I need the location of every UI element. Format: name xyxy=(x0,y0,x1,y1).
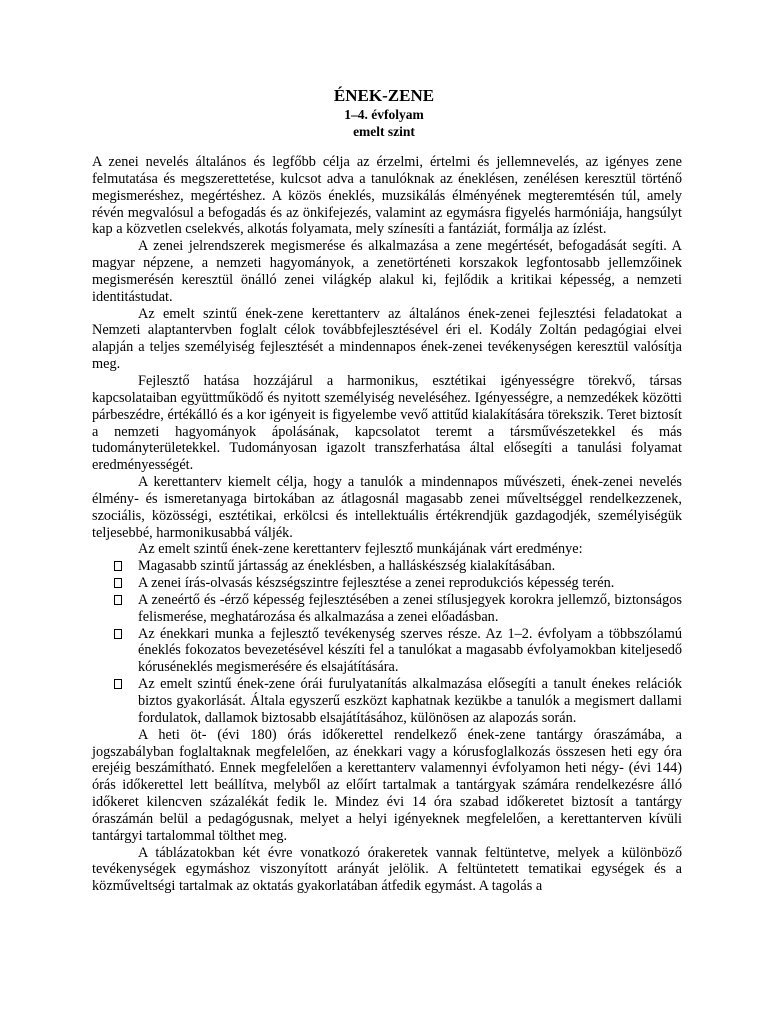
paragraph: A zenei nevelés általános és legfőbb célja az érzelmi, értelmi és jellemnevelés, az igényes zene felmutatása és megszerettetése, kulcsot adva a tanulóknak az éneklésen, zenélésen keresztül történő megismeréshez, megértéshez. A közös éneklés, muzsikálás élményének megteremtésén túl, amely révén megvalósul a befogadás és az önkifejezés, valamint az egymásra figyelés harmóniája, hangsúlyt kap a közvetlen cselekvés, alkotás folyamata, mely színesíti a fantáziát, formálja az ízlést. xyxy=(92,154,682,238)
list-item-text: Az emelt szintű ének-zene órái furulyatanítás alkalmazása elősegíti a tanult énekes relációk biztos gyakorlását. Általa egyszerű eszközt kaphatnak kezükbe a tanulók a megismert dallami fordulatok, dallamok biztosabb elsajátításához, különösen az alapozás során. xyxy=(138,676,682,726)
checkbox-bullet-icon xyxy=(114,679,122,689)
list-item-text: Az énekkari munka a fejlesztő tevékenység szerves része. Az 1–2. évfolyam a többszólamú éneklés fokozatos bevezetésével készíti fel a tanulókat a magasabb évfolyamokban kiteljesedő kóruséneklés megismerésére és elsajátítására. xyxy=(138,625,682,676)
level-subtitle: emelt szint xyxy=(353,124,415,139)
paragraph: Az emelt szintű ének-zene kerettanterv az általános ének-zenei fejlesztési feladatokat a Nemzeti alaptantervben foglalt célok továbbfejlesztésével éri el. Kodály Zoltán pedagógiai elvei alapján a teljes személyiség fejlesztését a mindennapos ének-zenei tevékenységen keresztül valósítja meg. xyxy=(92,305,682,373)
paragraph: A táblázatokban két évre vonatkozó órakeretek vannak feltüntetve, melyek a különböző tevékenységek egymáshoz viszonyított arányát jelölik. A feltüntetett tematikai egységek és a közműveltségi tartalmak az oktatás gyakorlatában átfedik egymást. A tagolás a xyxy=(92,844,682,895)
checkbox-bullet-icon xyxy=(114,561,122,571)
list-item xyxy=(92,592,682,626)
list-item xyxy=(92,626,682,677)
grade-subtitle: 1–4. évfolyam xyxy=(344,107,424,122)
paragraph: A zenei jelrendszerek megismerése és alkalmazása a zene megértését, befogadását segíti. A magyar népzene, a nemzeti hagyományok, a zenetörténeti korszakok legfontosabb jellemzőinek megismerésén keresztül önálló zenei világkép alakul ki, fejlődik a kritikai képesség, a nemzeti identitástudat. xyxy=(92,238,682,305)
list-item xyxy=(92,676,682,727)
title-block xyxy=(0,86,768,140)
paragraph: Az emelt szintű ének-zene kerettanterv fejlesztő munkájának várt eredménye: xyxy=(138,541,583,558)
list-item xyxy=(92,558,682,575)
list-item xyxy=(92,575,682,592)
paragraph: Fejlesztő hatása hozzájárul a harmonikus, esztétikai igényességre törekvő, társas kapcsolataiban együttműködő és nyitott személyiség neveléséhez. Igényességre, a nemzedékek közötti párbeszédre, értékálló és a kor igényeit is figyelembe vevő attitűd kialakítására törekszik. Teret biztosít a nemzeti hagyományok ápolásának, kapcsolatot teremt a társművészetekkel és más tudományterületekkel. Tudományosan igazolt transzferhatása által elősegíti a tanulási folyamat eredményességét. xyxy=(92,372,682,474)
list-item-text: A zenei írás-olvasás készségszintre fejlesztése a zenei reprodukciós képesség terén. xyxy=(138,575,615,592)
checkbox-bullet-icon xyxy=(114,629,122,639)
list-item-text: Magasabb szintű jártasság az éneklésben, a halláskészség kialakításában. xyxy=(138,558,556,575)
paragraph: A heti öt- (évi 180) órás időkerettel rendelkező ének-zene tantárgy óraszámába, a jogszabályban foglaltaknak megfelelően, az énekkari vagy a kórusfoglalkozás összesen heti egy óra erejéig beszámítható. Ennek megfelelően a kerettanterv valamennyi évfolyamon heti négy- (évi 144) órás időkerettel lett beállítva, melyből az előírt tartalmak a tantárgyak számára rendelkezésre álló időkeret kilencven százalékát fedik le. Mindez évi 14 óra szabad időkeretet biztosít a tantárgy óraszámán belül a pedagógusnak, melyet a helyi igényeknek megfelelően, a kerettanterven kívüli tantárgyi tartalommal tölthet meg. xyxy=(92,726,682,844)
paragraph: A kerettanterv kiemelt célja, hogy a tanulók a mindennapos művészeti, ének-zenei nevelés élmény- és ismeretanyaga birtokában az átlagosnál magasabb zenei műveltséggel rendelkezzenek, szociális, közösségi, esztétikai, erkölcsi és intellektuális értékrendjük gazdagodjék, személyiségük teljesebbé, harmonikusabbá váljék. xyxy=(92,474,682,541)
checkbox-bullet-icon xyxy=(114,578,122,588)
list-item-text: A zeneértő és -érző képesség fejlesztésében a zenei stílusjegyek korokra jellemző, biztonságos felismerése, meghatározása és alkalmazása a zenei előadásban. xyxy=(138,591,682,625)
checkbox-bullet-icon xyxy=(114,595,122,605)
results-list xyxy=(92,558,682,726)
page-title: ÉNEK-ZENE xyxy=(333,86,435,105)
body-text xyxy=(92,154,682,895)
